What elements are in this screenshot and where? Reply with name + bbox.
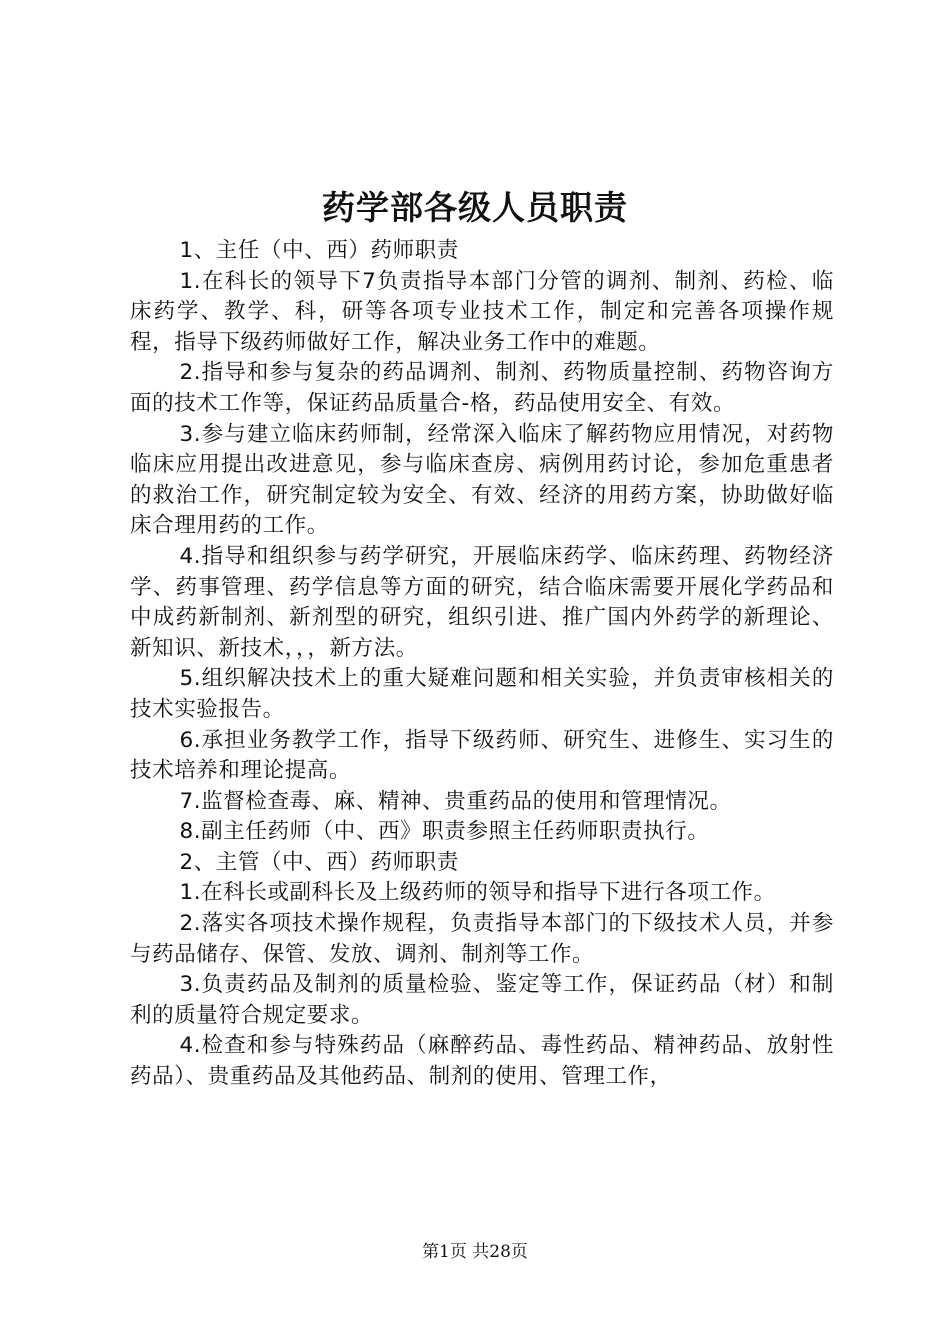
paragraph: 1.在科长的领导下7负责指导本部门分管的调剂、制剂、药检、临床药学、教学、科，研等各项专业技术工作，制定和完善各项操作规程，指导下级药师做好工作，解决业务工作中的难题。 — [130, 268, 834, 355]
paragraph: 3.参与建立临床药师制，经常深入临床了解药物应用情况，对药物临床应用提出改进意见，参与临床查房、病例用药讨论，参加危重患者的救治工作，研究制定较为安全、有效、经济的用药方案，协助做好临床合理用药的工作。 — [130, 421, 834, 539]
paragraph: 4.检查和参与特殊药品（麻醉药品、毒性药品、精神药品、放射性药品）、贵重药品及其他药品、制剂的使用、管理工作， — [130, 1033, 834, 1090]
paragraph: 2.指导和参与复杂的药品调剂、制剂、药物质量控制、药物咨询方面的技术工作等，保证药品质量合-格，药品使用安全、有效。 — [130, 360, 834, 416]
section-heading: 2、主管（中、西）药师职责 — [179, 849, 459, 875]
paragraph: 7.监督检查毒、麻、精神、贵重药品的使用和管理情况。 — [179, 788, 732, 814]
page-number-footer: 第1页 共28页 — [422, 1242, 528, 1262]
section-heading: 1、主任（中、西）药师职责 — [179, 238, 459, 263]
paragraph: 2.落实各项技术操作规程，负责指导本部门的下级技术人员，并参与药品储存、保管、发放、调剂、制剂等工作。 — [130, 911, 834, 967]
paragraph: 8.副主任药师（中、西》职责参照主任药师职责执行。 — [179, 819, 710, 845]
paragraph: 5.组织解决技术上的重大疑难问题和相关实验，并负责审核相关的技术实验报告。 — [130, 666, 834, 722]
document-title: 药学部各级人员职责 — [322, 188, 628, 227]
paragraph: 3.负责药品及制剂的质量检验、鉴定等工作，保证药品（材）和制利的质量符合规定要求。 — [130, 972, 834, 1028]
document-body — [130, 236, 834, 1093]
paragraph: 4.指导和组织参与药学研究，开展临床药学、临床药理、药物经济学、药事管理、药学信息等方面的研究，结合临床需要开展化学药品和中成药新制剂、新剂型的研究，组织引进、推广国内外药学的新理论、新知识、新技术，，，新方法。 — [130, 543, 834, 661]
paragraph: 6.承担业务教学工作，指导下级药师、研究生、进修生、实习生的技术培养和理论提高。 — [130, 727, 834, 784]
paragraph: 1.在科长或副科长及上级药师的领导和指导下进行各项工作。 — [179, 880, 776, 906]
